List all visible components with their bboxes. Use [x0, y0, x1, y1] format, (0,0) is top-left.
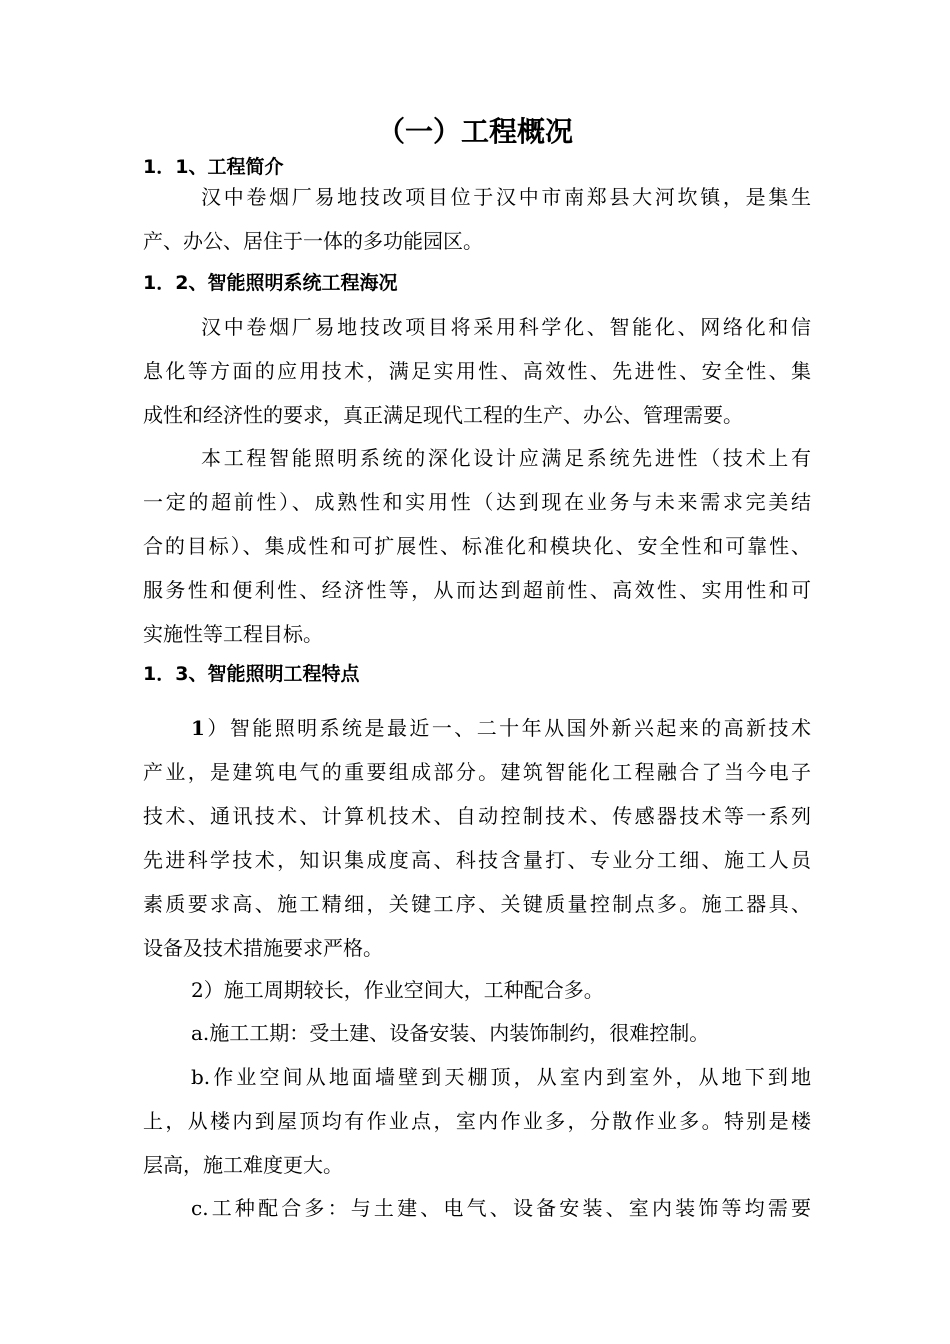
paragraph-line: 技术、通讯技术、计算机技术、自动控制技术、传感器技术等一系列: [143, 804, 811, 828]
paragraph-line-text: ）智能照明系统是最近一、二十年从国外新兴起来的高新技术: [204, 716, 811, 740]
paragraph-line: a.施工工期：受土建、设备安装、内装饰制约，很难控制。: [191, 1021, 710, 1045]
section-heading-1-3: 1．3、智能照明工程特点: [143, 663, 360, 685]
paragraph-line: 层高，施工难度更大。: [143, 1153, 343, 1177]
paragraph-line: 产、办公、居住于一体的多功能园区。: [143, 229, 483, 253]
paragraph-line: 汉中卷烟厂易地技改项目位于汉中市南郑县大河坎镇，是集生: [201, 185, 811, 209]
paragraph-line: 服务性和便利性、经济性等，从而达到超前性、高效性、实用性和可: [143, 578, 811, 602]
paragraph-line: 息化等方面的应用技术，满足实用性、高效性、先进性、安全性、集: [143, 359, 811, 383]
page-title: （一）工程概况: [376, 115, 573, 148]
paragraph-line: 先进科学技术，知识集成度高、科技含量打、专业分工细、施工人员: [143, 848, 811, 872]
paragraph-line: b.作业空间从地面墙壁到天棚顶，从室内到室外，从地下到地: [191, 1065, 811, 1089]
paragraph-line: 实施性等工程目标。: [143, 622, 323, 646]
paragraph-1-3-c: [143, 1186, 811, 1230]
paragraph-line: 一定的超前性）、成熟性和实用性（达到现在业务与未来需求完美结: [143, 490, 811, 514]
paragraph-line: 素质要求高、施工精细，关键工序、关键质量控制点多。施工器具、: [143, 892, 811, 916]
paragraph-1-1: [143, 175, 811, 263]
paragraph-line: c.工种配合多：与土建、电气、设备安装、室内装饰等均需要: [191, 1196, 811, 1220]
paragraph-1-3-1: [143, 706, 811, 970]
section-heading-1-1: 1．1、工程简介: [143, 156, 284, 178]
paragraph-1-2-a: [143, 305, 811, 437]
paragraph-line: 2）施工周期较长，作业空间大，工种配合多。: [191, 978, 604, 1002]
paragraph-1-3-a: [143, 1011, 811, 1055]
paragraph-line: [143, 706, 811, 750]
paragraph-line: 成性和经济性的要求，真正满足现代工程的生产、办公、管理需要。: [143, 403, 743, 427]
paragraph-1-3-2: [143, 968, 811, 1012]
paragraph-line: 合的目标）、集成性和可扩展性、标准化和模块化、安全性和可靠性、: [143, 534, 811, 558]
paragraph-1-2-b: [143, 436, 811, 656]
section-heading-1-2: 1．2、智能照明系统工程海况: [143, 272, 398, 294]
paragraph-1-3-b: [143, 1055, 811, 1187]
paragraph-line: 本工程智能照明系统的深化设计应满足系统先进性（技术上有: [201, 446, 811, 470]
paragraph-line: 汉中卷烟厂易地技改项目将采用科学化、智能化、网络化和信: [201, 315, 811, 339]
paragraph-line: 产业，是建筑电气的重要组成部分。建筑智能化工程融合了当今电子: [143, 760, 811, 784]
paragraph-line: 设备及技术措施要求严格。: [143, 936, 383, 960]
item-number: 1: [191, 716, 205, 740]
paragraph-line: 上，从楼内到屋顶均有作业点，室内作业多，分散作业多。特别是楼: [143, 1109, 811, 1133]
